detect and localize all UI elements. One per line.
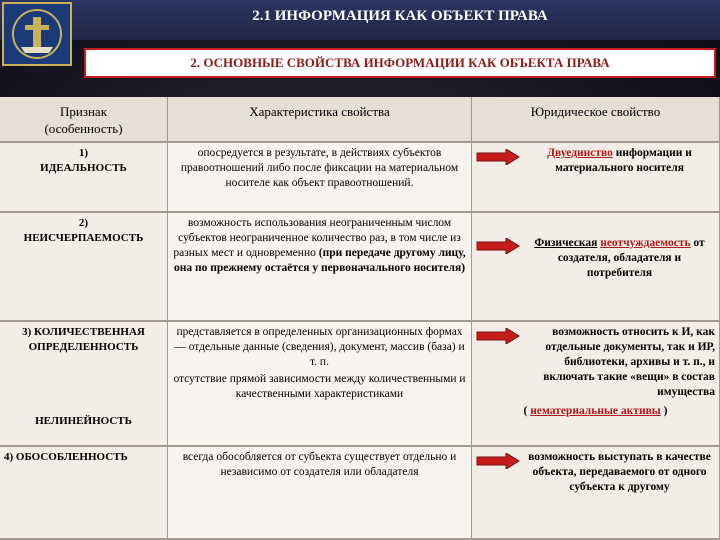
row-2-legal-underlined-2: неотчуждаемость [600,237,691,249]
row-1-legal-text: информации и материального носителя [555,147,692,174]
row-3-legal-underlined: нематериальные активы [530,405,661,417]
row-2-legal-underlined-1: Физическая [534,237,598,249]
arrow-right-icon [476,149,520,165]
header-feature-label: Признак [59,104,108,119]
table-row-3-legal [472,322,720,447]
table-row-1-legal [472,143,720,213]
header-characteristic-label: Характеристика свойства [249,104,390,119]
row-2-number: 2) [78,217,89,229]
table-row-2-feature [0,213,168,322]
header-cell-legal [472,97,720,143]
row-1-legal-underlined: Двуединство [547,147,613,159]
row-2-characteristic-bold: (при передаче другому лицу, она по прежнему остаётся у первоначального носителя) [173,247,466,274]
row-3-legal-paren-close: ) [663,405,668,417]
header-legal-label: Юридическое свойство [530,104,661,119]
row-3-name-nonlinearity: НЕЛИНЕЙНОСТЬ [35,415,132,427]
table-row-2-legal [472,213,720,322]
row-3-legal-text: возможность относить к И, как отдельные документы, так и ИР, библиотеки, архивы и т. п., и включать такие «вещи» в состав имущества [543,326,715,398]
row-3-characteristic-nonlinearity: отсутствие прямой зависимости между количественными и качественными характеристиками [173,373,466,400]
header-feature-sublabel: (особенность) [44,121,123,136]
header-cell-characteristic [168,97,472,143]
slide-subtitle [84,48,716,78]
table-row-2-characteristic [168,213,472,322]
table-row-4-characteristic [168,447,472,540]
row-2-legal-text: от создателя, обладателя и потребителя [557,237,705,279]
table-row-3-feature [0,322,168,447]
table-row-4-feature [0,447,168,540]
logo-emblem-icon [2,2,72,66]
table-row-3-characteristic [168,322,472,447]
subtitle-text: 2. ОСНОВНЫЕ СВОЙСТВА ИНФОРМАЦИИ КАК ОБЪЕКТА ПРАВА [190,55,610,70]
properties-table [0,97,720,540]
row-1-name: ИДЕАЛЬНОСТЬ [40,162,127,174]
arrow-right-icon [476,238,520,254]
table-row-1-feature [0,143,168,213]
table-row-1-characteristic [168,143,472,213]
arrow-right-icon [476,328,520,344]
row-4-legal-text: возможность выступать в качестве объекта, передаваемого от одного субъекта к другому [528,451,711,493]
row-1-characteristic-text: опосредуется в результате, в действиях субъектов правоотношений либо после фиксации на материальном носителе как объект правоотношений. [180,147,459,189]
table-row-4-legal [472,447,720,540]
row-3-name: 3) КОЛИЧЕСТВЕННАЯ ОПРЕДЕЛЕННОСТЬ [22,326,145,353]
row-4-name: 4) ОБОСОБЛЕННОСТЬ [4,451,128,463]
row-4-characteristic-text: всегда обособляется от субъекта существует отдельно и независимо от создателя или обладателя [182,451,457,478]
row-2-characteristic-text: возможность использования неограниченным числом субъектов неограниченное количество раз, в том числе из разных мест и одновременно [173,217,461,259]
page-title: 2.1 ИНФОРМАЦИЯ КАК ОБЪЕКТ ПРАВА [252,8,548,24]
row-2-name: НЕИСЧЕРПАЕМОСТЬ [23,232,144,244]
arrow-right-icon [476,453,520,469]
row-3-legal-paren-open: ( [523,405,528,417]
row-1-number: 1) [78,147,89,159]
row-3-characteristic-text: представляется в определенных организационных формах — отдельные данные (сведения), документ, массив (база) и т. п. [174,326,465,368]
header-cell-feature [0,97,168,143]
